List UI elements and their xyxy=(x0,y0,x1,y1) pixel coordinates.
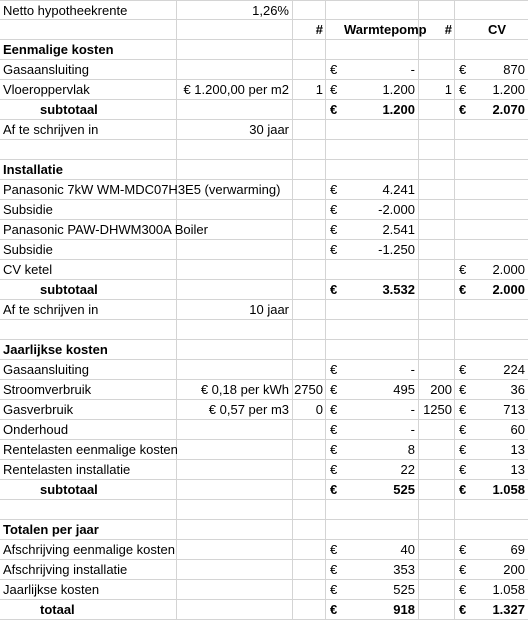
wp-currency-cell[interactable]: € xyxy=(326,100,340,120)
wp-qty-cell[interactable] xyxy=(293,540,326,560)
wp-amount-cell[interactable] xyxy=(340,500,419,520)
table-row xyxy=(0,20,528,40)
unit-price-cell[interactable] xyxy=(177,560,293,580)
cv-qty-cell[interactable]: 200 xyxy=(419,380,455,400)
cv-currency-cell[interactable] xyxy=(455,140,469,160)
cv-amount-cell[interactable]: 224 xyxy=(469,360,528,380)
wp-qty-cell[interactable] xyxy=(293,520,326,540)
cv-qty-cell[interactable] xyxy=(419,440,455,460)
wp-amount-cell[interactable]: - xyxy=(340,400,419,420)
cv-amount-cell[interactable]: 1.327 xyxy=(469,600,528,620)
wp-amount-cell[interactable] xyxy=(340,160,419,180)
table-row xyxy=(0,320,528,340)
cv-amount-cell[interactable] xyxy=(469,200,528,220)
table-row xyxy=(0,600,528,620)
cv-currency-cell[interactable] xyxy=(455,300,469,320)
table-row xyxy=(0,380,528,400)
cv-currency-cell[interactable] xyxy=(455,240,469,260)
label-cell[interactable]: Af te schrijven in xyxy=(0,120,177,140)
cv-currency-cell[interactable] xyxy=(455,120,469,140)
label-cell[interactable] xyxy=(0,500,177,520)
label-cell[interactable]: Panasonic 7kW WM-MDC07H3E5 (verwarming) xyxy=(0,180,177,200)
cv-qty-cell[interactable] xyxy=(419,240,455,260)
cv-qty-cell[interactable] xyxy=(419,320,455,340)
table-row xyxy=(0,500,528,520)
wp-qty-cell[interactable]: 2750 xyxy=(293,380,326,400)
wp-currency-cell[interactable] xyxy=(326,40,340,60)
wp-amount-cell[interactable] xyxy=(340,260,419,280)
table-row xyxy=(0,80,528,100)
table-row xyxy=(0,140,528,160)
table-row xyxy=(0,280,528,300)
wp-currency-cell[interactable]: € xyxy=(326,240,340,260)
cv-qty-cell[interactable] xyxy=(419,580,455,600)
label-cell[interactable] xyxy=(0,320,177,340)
wp-qty-cell[interactable] xyxy=(293,140,326,160)
wp-qty-cell[interactable] xyxy=(293,560,326,580)
unit-price-cell[interactable] xyxy=(177,220,293,240)
cv-amount-cell[interactable] xyxy=(469,240,528,260)
unit-price-cell[interactable] xyxy=(177,180,293,200)
wp-amount-cell[interactable]: 40 xyxy=(340,540,419,560)
wp-qty-cell[interactable] xyxy=(293,120,326,140)
wp-currency-cell[interactable] xyxy=(326,320,340,340)
unit-price-cell[interactable]: € 1.200,00 per m2 xyxy=(177,80,293,100)
table-row xyxy=(0,460,528,480)
cv-qty-cell[interactable] xyxy=(419,460,455,480)
wp-currency-cell[interactable] xyxy=(326,120,340,140)
cv-currency-cell[interactable]: € xyxy=(455,440,469,460)
wp-qty-cell[interactable] xyxy=(293,0,326,20)
cv-qty-cell[interactable] xyxy=(419,180,455,200)
label-cell[interactable]: Subsidie xyxy=(0,240,177,260)
unit-price-cell[interactable]: 10 jaar xyxy=(177,300,293,320)
cv-amount-cell[interactable]: 1.058 xyxy=(469,580,528,600)
label-cell[interactable]: subtotaal xyxy=(0,280,177,300)
label-cell[interactable]: Netto hypotheekrente xyxy=(0,0,177,20)
wp-currency-cell[interactable]: € xyxy=(326,420,340,440)
wp-qty-cell[interactable] xyxy=(293,200,326,220)
cv-currency-cell[interactable]: € xyxy=(455,600,469,620)
wp-qty-cell[interactable] xyxy=(293,440,326,460)
wp-currency-cell[interactable] xyxy=(326,520,340,540)
wp-qty-cell[interactable] xyxy=(293,220,326,240)
cv-amount-cell[interactable] xyxy=(469,500,528,520)
table-row xyxy=(0,0,528,20)
wp-amount-cell[interactable] xyxy=(340,340,419,360)
unit-price-cell[interactable] xyxy=(177,320,293,340)
table-row xyxy=(0,440,528,460)
wp-qty-cell[interactable] xyxy=(293,340,326,360)
wp-qty-cell[interactable] xyxy=(293,580,326,600)
unit-price-cell[interactable] xyxy=(177,160,293,180)
cv-amount-cell[interactable] xyxy=(469,140,528,160)
table-row xyxy=(0,580,528,600)
table-row xyxy=(0,60,528,80)
wp-qty-cell[interactable] xyxy=(293,280,326,300)
label-cell[interactable]: Jaarlijkse kosten xyxy=(0,340,177,360)
label-cell[interactable]: subtotaal xyxy=(0,100,177,120)
cv-qty-cell[interactable] xyxy=(419,200,455,220)
wp-amount-cell[interactable]: 1.200 xyxy=(340,100,419,120)
wp-qty-cell[interactable] xyxy=(293,160,326,180)
cv-currency-cell[interactable] xyxy=(455,500,469,520)
cv-currency-cell[interactable]: € xyxy=(455,60,469,80)
wp-currency-cell[interactable]: € xyxy=(326,180,340,200)
wp-amount-cell[interactable] xyxy=(340,40,419,60)
cv-qty-cell[interactable] xyxy=(419,360,455,380)
cv-qty-cell[interactable] xyxy=(419,480,455,500)
wp-amount-cell[interactable]: 525 xyxy=(340,480,419,500)
wp-qty-cell[interactable] xyxy=(293,500,326,520)
cv-qty-cell[interactable] xyxy=(419,420,455,440)
cv-amount-cell[interactable] xyxy=(469,300,528,320)
wp-currency-cell[interactable] xyxy=(326,300,340,320)
unit-price-cell[interactable] xyxy=(177,60,293,80)
cv-qty-cell[interactable]: # xyxy=(419,20,455,40)
table-row xyxy=(0,260,528,280)
wp-qty-cell[interactable] xyxy=(293,480,326,500)
label-cell[interactable]: Eenmalige kosten xyxy=(0,40,177,60)
label-cell[interactable]: Onderhoud xyxy=(0,420,177,440)
cv-currency-cell[interactable]: € xyxy=(455,260,469,280)
wp-currency-cell[interactable]: € xyxy=(326,540,340,560)
wp-amount-cell[interactable]: -2.000 xyxy=(340,200,419,220)
wp-currency-cell[interactable]: € xyxy=(326,480,340,500)
wp-qty-cell[interactable] xyxy=(293,300,326,320)
cv-currency-cell[interactable] xyxy=(455,340,469,360)
cv-currency-cell[interactable] xyxy=(455,220,469,240)
cv-amount-cell[interactable] xyxy=(469,0,528,20)
unit-price-cell[interactable] xyxy=(177,340,293,360)
wp-amount-cell[interactable]: 3.532 xyxy=(340,280,419,300)
cv-amount-cell[interactable] xyxy=(469,120,528,140)
cv-qty-cell[interactable] xyxy=(419,540,455,560)
wp-amount-cell[interactable]: 353 xyxy=(340,560,419,580)
cv-qty-cell[interactable] xyxy=(419,160,455,180)
cv-currency-cell[interactable]: € xyxy=(455,420,469,440)
cv-currency-cell[interactable]: € xyxy=(455,100,469,120)
wp-currency-cell[interactable]: € xyxy=(326,460,340,480)
wp-amount-cell[interactable] xyxy=(340,300,419,320)
cv-amount-cell[interactable] xyxy=(469,520,528,540)
cv-amount-cell[interactable]: 870 xyxy=(469,60,528,80)
wp-qty-cell[interactable] xyxy=(293,460,326,480)
wp-currency-cell[interactable] xyxy=(326,340,340,360)
cv-qty-cell[interactable] xyxy=(419,300,455,320)
cv-currency-cell[interactable]: € xyxy=(455,380,469,400)
cv-currency-cell[interactable] xyxy=(455,180,469,200)
cv-qty-cell[interactable] xyxy=(419,60,455,80)
cv-currency-cell[interactable]: € xyxy=(455,400,469,420)
wp-currency-cell[interactable]: € xyxy=(326,580,340,600)
wp-currency-cell[interactable]: € xyxy=(326,60,340,80)
cv-currency-cell[interactable] xyxy=(455,200,469,220)
cv-amount-cell[interactable]: 2.000 xyxy=(469,280,528,300)
cv-amount-cell[interactable] xyxy=(469,320,528,340)
label-cell[interactable]: CV ketel xyxy=(0,260,177,280)
cv-amount-cell[interactable]: 69 xyxy=(469,540,528,560)
wp-amount-cell[interactable] xyxy=(340,140,419,160)
unit-price-cell[interactable] xyxy=(177,460,293,480)
unit-price-cell[interactable] xyxy=(177,280,293,300)
table-row xyxy=(0,220,528,240)
label-cell[interactable]: Afschrijving installatie xyxy=(0,560,177,580)
unit-price-cell[interactable] xyxy=(177,540,293,560)
cv-amount-cell[interactable] xyxy=(469,160,528,180)
cv-amount-cell[interactable]: 200 xyxy=(469,560,528,580)
table-row xyxy=(0,200,528,220)
unit-price-cell[interactable] xyxy=(177,240,293,260)
unit-price-cell[interactable] xyxy=(177,140,293,160)
wp-currency-cell[interactable] xyxy=(326,140,340,160)
cv-amount-cell[interactable]: 60 xyxy=(469,420,528,440)
wp-amount-cell[interactable]: Warmtepomp xyxy=(340,20,419,40)
wp-amount-cell[interactable] xyxy=(340,0,419,20)
label-cell[interactable]: Stroomverbruik xyxy=(0,380,177,400)
wp-amount-cell[interactable]: 2.541 xyxy=(340,220,419,240)
label-cell[interactable]: Gasaansluiting xyxy=(0,360,177,380)
label-cell[interactable] xyxy=(0,20,177,40)
wp-currency-cell[interactable] xyxy=(326,500,340,520)
wp-amount-cell[interactable]: - xyxy=(340,360,419,380)
unit-price-cell[interactable] xyxy=(177,200,293,220)
cv-qty-cell[interactable] xyxy=(419,140,455,160)
unit-price-cell[interactable] xyxy=(177,20,293,40)
wp-qty-cell[interactable] xyxy=(293,240,326,260)
cv-qty-cell[interactable] xyxy=(419,0,455,20)
wp-amount-cell[interactable]: - xyxy=(340,60,419,80)
unit-price-cell[interactable] xyxy=(177,520,293,540)
cv-qty-cell[interactable] xyxy=(419,600,455,620)
cv-amount-cell[interactable]: 713 xyxy=(469,400,528,420)
cv-currency-cell[interactable] xyxy=(455,20,469,40)
cv-qty-cell[interactable] xyxy=(419,100,455,120)
wp-amount-cell[interactable]: 495 xyxy=(340,380,419,400)
unit-price-cell[interactable]: 30 jaar xyxy=(177,120,293,140)
wp-amount-cell[interactable] xyxy=(340,320,419,340)
wp-amount-cell[interactable]: 525 xyxy=(340,580,419,600)
cv-amount-cell[interactable]: 2.000 xyxy=(469,260,528,280)
cv-currency-cell[interactable]: € xyxy=(455,580,469,600)
cv-currency-cell[interactable]: € xyxy=(455,540,469,560)
wp-currency-cell[interactable] xyxy=(326,20,340,40)
table-row xyxy=(0,540,528,560)
unit-price-cell[interactable] xyxy=(177,100,293,120)
wp-currency-cell[interactable]: € xyxy=(326,280,340,300)
label-cell[interactable]: Panasonic PAW-DHWM300A Boiler xyxy=(0,220,177,240)
table-row xyxy=(0,300,528,320)
cv-amount-cell[interactable]: 1.200 xyxy=(469,80,528,100)
table-row xyxy=(0,40,528,60)
wp-amount-cell[interactable]: 8 xyxy=(340,440,419,460)
wp-qty-cell[interactable] xyxy=(293,360,326,380)
wp-currency-cell[interactable]: € xyxy=(326,200,340,220)
wp-currency-cell[interactable] xyxy=(326,160,340,180)
label-cell[interactable]: Jaarlijkse kosten xyxy=(0,580,177,600)
cv-amount-cell[interactable] xyxy=(469,180,528,200)
table-row xyxy=(0,120,528,140)
wp-currency-cell[interactable]: € xyxy=(326,380,340,400)
unit-price-cell[interactable]: € 0,18 per kWh xyxy=(177,380,293,400)
cv-qty-cell[interactable]: 1 xyxy=(419,80,455,100)
label-cell[interactable]: totaal xyxy=(0,600,177,620)
label-cell[interactable]: subtotaal xyxy=(0,480,177,500)
table-row xyxy=(0,400,528,420)
table-row xyxy=(0,360,528,380)
cv-amount-cell[interactable]: 1.058 xyxy=(469,480,528,500)
wp-amount-cell[interactable]: 22 xyxy=(340,460,419,480)
wp-amount-cell[interactable] xyxy=(340,520,419,540)
wp-qty-cell[interactable]: 1 xyxy=(293,80,326,100)
cv-amount-cell[interactable] xyxy=(469,40,528,60)
table-row xyxy=(0,240,528,260)
label-cell[interactable]: Subsidie xyxy=(0,200,177,220)
cv-currency-cell[interactable]: € xyxy=(455,560,469,580)
cv-qty-cell[interactable] xyxy=(419,260,455,280)
wp-currency-cell[interactable]: € xyxy=(326,220,340,240)
label-cell[interactable]: Afschrijving eenmalige kosten xyxy=(0,540,177,560)
wp-amount-cell[interactable]: 1.200 xyxy=(340,80,419,100)
cv-qty-cell[interactable] xyxy=(419,280,455,300)
cv-amount-cell[interactable]: CV xyxy=(469,20,528,40)
cv-currency-cell[interactable]: € xyxy=(455,460,469,480)
cv-amount-cell[interactable]: 2.070 xyxy=(469,100,528,120)
unit-price-cell[interactable]: € 0,57 per m3 xyxy=(177,400,293,420)
cv-currency-cell[interactable] xyxy=(455,320,469,340)
cv-currency-cell[interactable]: € xyxy=(455,80,469,100)
wp-currency-cell[interactable] xyxy=(326,0,340,20)
unit-price-cell[interactable] xyxy=(177,40,293,60)
label-cell[interactable]: Rentelasten eenmalige kosten xyxy=(0,440,177,460)
cv-currency-cell[interactable] xyxy=(455,160,469,180)
cv-qty-cell[interactable] xyxy=(419,520,455,540)
cv-qty-cell[interactable] xyxy=(419,120,455,140)
cv-qty-cell[interactable] xyxy=(419,560,455,580)
wp-qty-cell[interactable] xyxy=(293,40,326,60)
wp-qty-cell[interactable]: # xyxy=(293,20,326,40)
label-cell[interactable]: Vloeroppervlak xyxy=(0,80,177,100)
table-row xyxy=(0,160,528,180)
unit-price-cell[interactable] xyxy=(177,500,293,520)
cv-currency-cell[interactable] xyxy=(455,520,469,540)
wp-amount-cell[interactable]: 918 xyxy=(340,600,419,620)
cv-amount-cell[interactable] xyxy=(469,340,528,360)
label-cell[interactable]: Gasverbruik xyxy=(0,400,177,420)
cv-qty-cell[interactable] xyxy=(419,340,455,360)
cv-currency-cell[interactable] xyxy=(455,40,469,60)
wp-amount-cell[interactable]: -1.250 xyxy=(340,240,419,260)
table-row xyxy=(0,340,528,360)
wp-qty-cell[interactable] xyxy=(293,600,326,620)
cv-amount-cell[interactable]: 13 xyxy=(469,460,528,480)
cv-currency-cell[interactable]: € xyxy=(455,360,469,380)
label-cell[interactable]: Gasaansluiting xyxy=(0,60,177,80)
cv-qty-cell[interactable] xyxy=(419,40,455,60)
wp-qty-cell[interactable] xyxy=(293,420,326,440)
cv-qty-cell[interactable] xyxy=(419,500,455,520)
cv-currency-cell[interactable]: € xyxy=(455,480,469,500)
label-cell[interactable]: Totalen per jaar xyxy=(0,520,177,540)
wp-currency-cell[interactable]: € xyxy=(326,440,340,460)
unit-price-cell[interactable] xyxy=(177,360,293,380)
wp-qty-cell[interactable] xyxy=(293,260,326,280)
cv-currency-cell[interactable]: € xyxy=(455,280,469,300)
unit-price-cell[interactable] xyxy=(177,440,293,460)
table-row xyxy=(0,560,528,580)
wp-amount-cell[interactable]: - xyxy=(340,420,419,440)
cv-amount-cell[interactable]: 13 xyxy=(469,440,528,460)
cv-amount-cell[interactable] xyxy=(469,220,528,240)
wp-currency-cell[interactable]: € xyxy=(326,360,340,380)
wp-currency-cell[interactable] xyxy=(326,260,340,280)
wp-qty-cell[interactable] xyxy=(293,100,326,120)
table-row xyxy=(0,520,528,540)
wp-qty-cell[interactable] xyxy=(293,320,326,340)
table-row xyxy=(0,180,528,200)
wp-qty-cell[interactable]: 0 xyxy=(293,400,326,420)
table-row xyxy=(0,100,528,120)
label-cell[interactable]: Rentelasten installatie xyxy=(0,460,177,480)
wp-amount-cell[interactable] xyxy=(340,120,419,140)
unit-price-cell[interactable]: 1,26% xyxy=(177,0,293,20)
wp-qty-cell[interactable] xyxy=(293,60,326,80)
wp-qty-cell[interactable] xyxy=(293,180,326,200)
unit-price-cell[interactable] xyxy=(177,600,293,620)
unit-price-cell[interactable] xyxy=(177,580,293,600)
cv-qty-cell[interactable]: 1250 xyxy=(419,400,455,420)
unit-price-cell[interactable] xyxy=(177,480,293,500)
unit-price-cell[interactable] xyxy=(177,420,293,440)
wp-amount-cell[interactable]: 4.241 xyxy=(340,180,419,200)
wp-currency-cell[interactable]: € xyxy=(326,80,340,100)
wp-currency-cell[interactable]: € xyxy=(326,400,340,420)
wp-currency-cell[interactable]: € xyxy=(326,600,340,620)
table-row xyxy=(0,420,528,440)
table-row xyxy=(0,480,528,500)
label-cell[interactable]: Installatie xyxy=(0,160,177,180)
cv-currency-cell[interactable] xyxy=(455,0,469,20)
unit-price-cell[interactable] xyxy=(177,260,293,280)
wp-currency-cell[interactable]: € xyxy=(326,560,340,580)
label-cell[interactable]: Af te schrijven in xyxy=(0,300,177,320)
label-cell[interactable] xyxy=(0,140,177,160)
cv-qty-cell[interactable] xyxy=(419,220,455,240)
cv-amount-cell[interactable]: 36 xyxy=(469,380,528,400)
